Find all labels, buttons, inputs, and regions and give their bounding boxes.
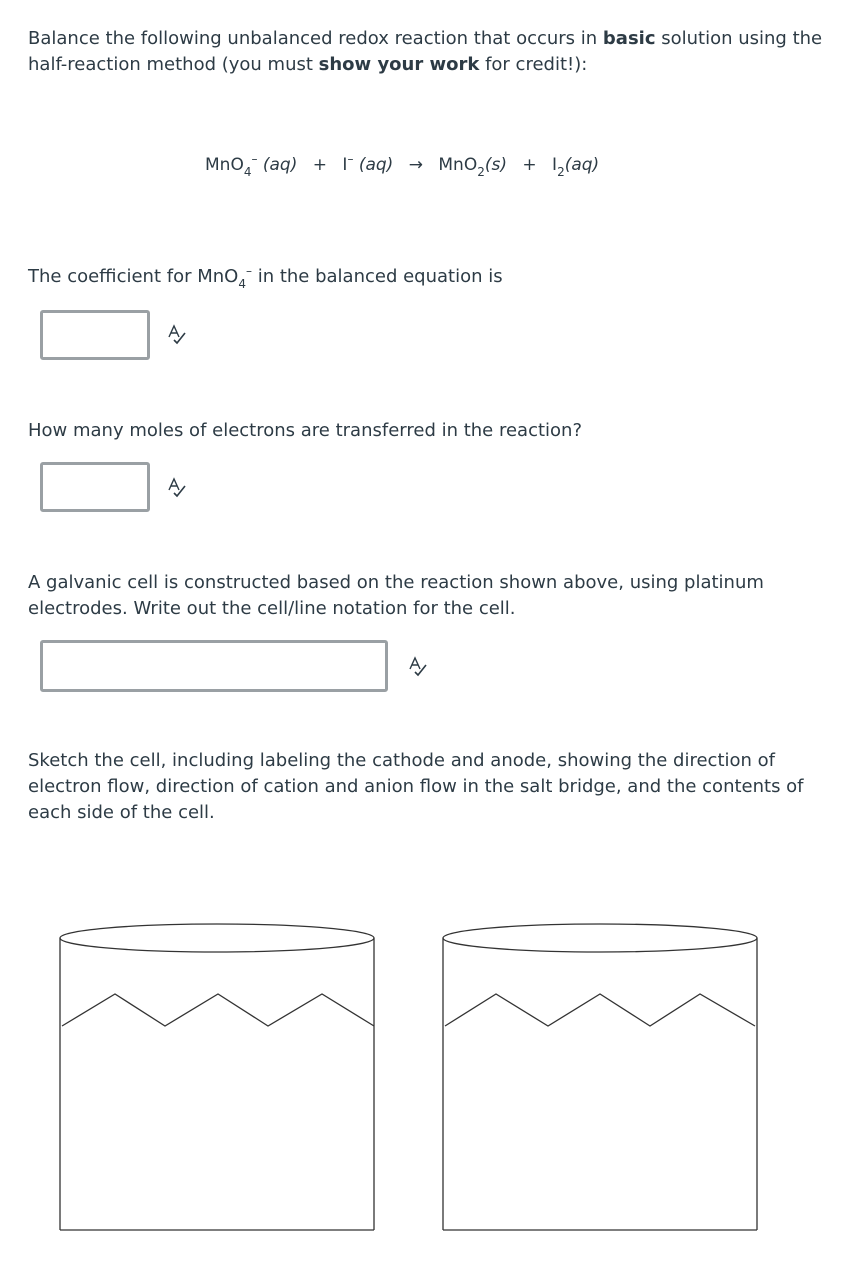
right-beaker: [443, 924, 757, 1230]
bold-show-work: show your work: [318, 54, 480, 75]
galvanic-cell-sketch: [0, 900, 866, 1240]
left-beaker: [60, 924, 374, 1230]
question-cell-notation: A galvanic cell is constructed based on the reaction shown above, using platinum electrodes. Write out the cell/line notation for the cell.: [28, 572, 764, 619]
question-sketch: Sketch the cell, including labeling the cathode and anode, showing the direction of electron flow, direction of cation and anion flow in the salt bridge, and the contents of each side of the cell.: [28, 750, 804, 823]
question-coefficient: The coefficient for MnO$_4$– in the balanced equation is: [28, 264, 503, 291]
spellcheck-icon[interactable]: [166, 323, 188, 345]
spellcheck-icon[interactable]: [407, 655, 429, 677]
spellcheck-icon[interactable]: [166, 476, 188, 498]
right-solution-level: [445, 994, 755, 1026]
coefficient-input[interactable]: [40, 310, 150, 360]
cell-notation-input[interactable]: [40, 640, 388, 692]
redox-equation: MnO$_4$– (aq) + I– $(aq) \to MnO_2(s) + I_2(aq)$: [205, 152, 600, 179]
reaction-arrow: →: [408, 155, 423, 175]
bold-basic: basic: [602, 28, 656, 49]
left-solution-level: [62, 994, 374, 1026]
question-intro: Balance the following unbalanced redox reaction that occurs in basic solution using the half-reaction method (you must show your work for credit!):: [28, 28, 823, 75]
question-electrons: How many moles of electrons are transferred in the reaction?: [28, 420, 583, 441]
electrons-input[interactable]: [40, 462, 150, 512]
